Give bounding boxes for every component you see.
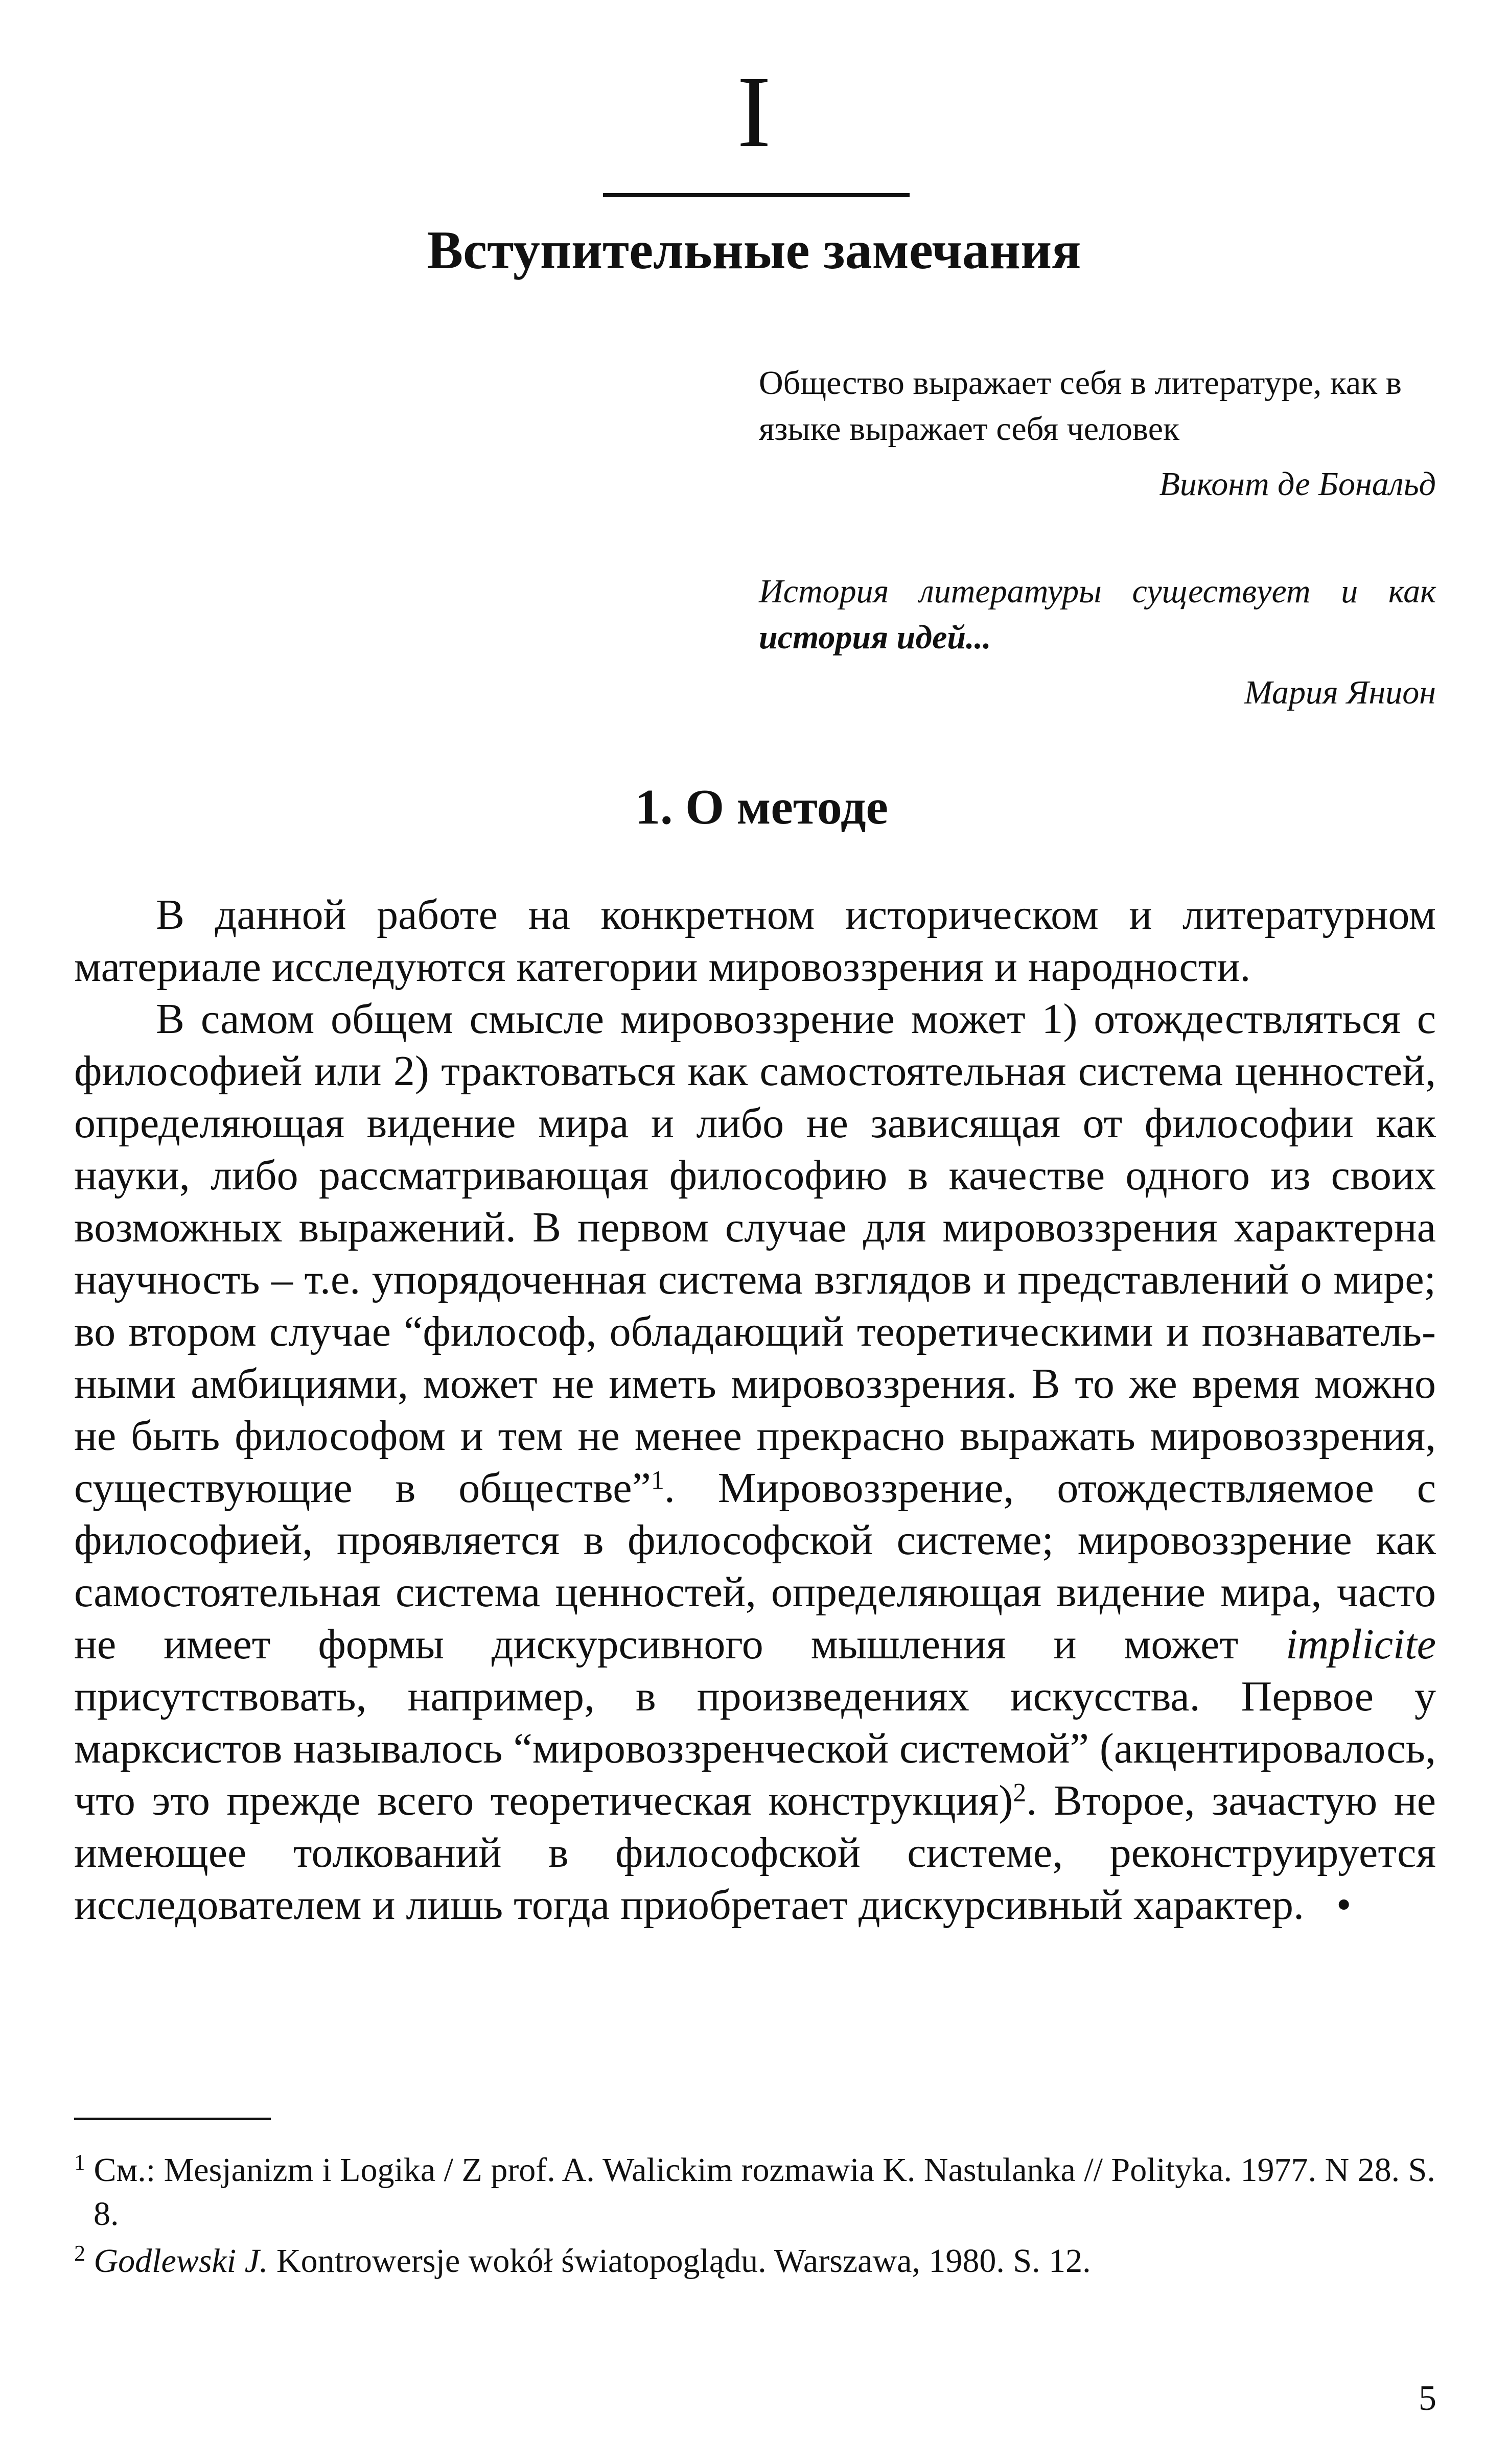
stray-mark: •: [1336, 1881, 1352, 1929]
epigraph-ellipsis: ...: [966, 619, 991, 656]
section-heading: 1. О методе: [635, 780, 889, 835]
paragraph-text: присутствовать, например, в произведениях искусства. Первое у марксистов называлось “мировоззренческой системой” (акцентировалось, что это прежде всего теоретическая конструкция): [74, 1673, 1436, 1824]
paragraph-text: В самом общем смысле мировоззрение может 1) отождествляться с философией или 2) трактоваться как самостоятельная система ценностей, определяющая видение мира и либо не зависящая от философии как науки, либо рассматривающая философию в качестве одного из своих возможных выражений. В первом случае для мировоззрения характерна научность – т.е. упорядоченная система взглядов и представлений о мире; во втором случае “философ, обладающий теоретическими и познавательными амбициями, может не иметь мировоззрения. В то же время можно не быть философом и тем не менее прекрасно выражать мировоззрения, существующие в обществе”: [74, 995, 1436, 1512]
epigraph-text: Общество выражает себя в литературе, как в языке выражает себя человек: [759, 364, 1402, 448]
footnote-ref-1: 1: [651, 1466, 664, 1495]
chapter-numeral: I: [737, 56, 771, 169]
epigraph-text: [759, 569, 1436, 661]
epigraphs: [759, 360, 1436, 716]
epigraph-emphasis: история идей: [759, 619, 966, 656]
epigraph-text-start: История литературы существует и как: [759, 573, 1436, 610]
epigraph-bonald: [759, 360, 1436, 507]
footnote-1: [74, 2148, 1436, 2236]
epigraph-author: Мария Янион: [1244, 674, 1436, 711]
italic-term: implicite: [1286, 1621, 1436, 1668]
footnote-text: Kontrowersje wokół światopoglądu. Warszawa, 1980. S. 12.: [268, 2242, 1091, 2280]
epigraph-janion: [759, 569, 1436, 716]
page-number: 5: [1419, 2379, 1436, 2418]
footnote-number: 1: [74, 2150, 85, 2175]
chapter-divider: [603, 193, 910, 197]
chapter-title: Вступительные замечания: [427, 220, 1081, 280]
epigraph-author: Виконт де Бональд: [1159, 465, 1436, 503]
paragraph-text: . Второе, зачастую не имеющее толкований в философской системе, реконструируется исследователем и лишь тогда приобретает дискурсивный характер.: [74, 1777, 1436, 1929]
footnote-2: [74, 2239, 1436, 2283]
body-text: [74, 889, 1436, 1931]
paragraph: [74, 993, 1436, 1931]
footnote-author: Godlewski J.: [94, 2242, 268, 2280]
footnote-text: См.: Mesjanizm i Logika / Z prof. A. Walickim rozmawia K. Nastulanka // Polityka. 1977. N 28. S. 8.: [94, 2151, 1435, 2233]
footnotes: [74, 2148, 1436, 2286]
footnote-ref-2: 2: [1013, 1778, 1027, 1808]
footnote-number: 2: [74, 2241, 85, 2266]
footnote-divider: [74, 2118, 271, 2120]
paragraph-text: . Мировоззрение, отождествляемое с философией, проявляется в философской системе; мировоззрение как самостоятельная система ценностей, определяющая видение мира, часто не имеет формы дискурсивного мышления и может: [74, 1464, 1436, 1668]
paragraph: В данной работе на конкретном историческом и литературном материале исследуются категории мировоззрения и народности.: [74, 891, 1436, 991]
